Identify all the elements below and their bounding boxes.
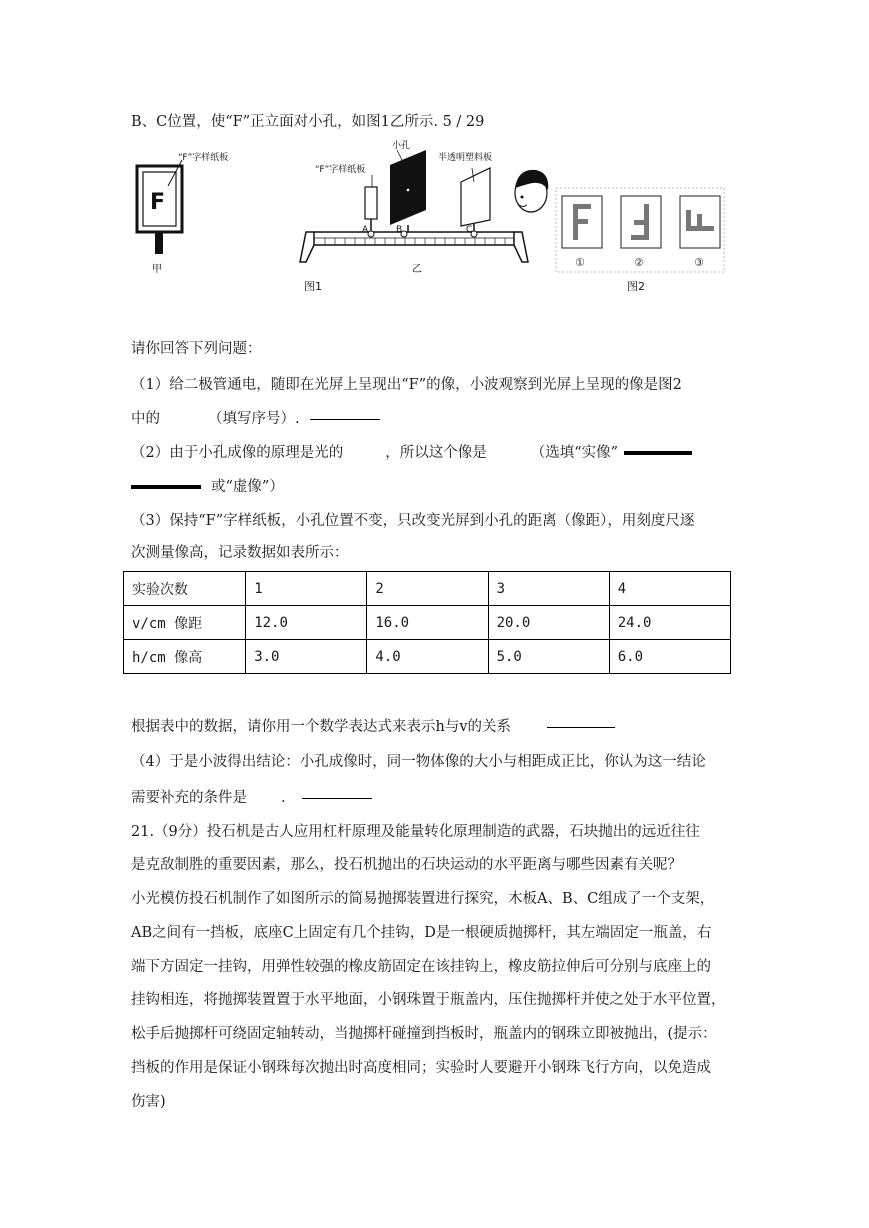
q1-answer-blank[interactable] bbox=[310, 419, 380, 420]
table-cell: 2 bbox=[367, 572, 488, 606]
yi-card-label: “F”字样纸板 bbox=[315, 165, 366, 175]
q4-line2-text: 需要补充的条件是 bbox=[131, 790, 247, 806]
q3-line1: （3）保持“F”字样纸板，小孔位置不变，只改变光屏到小孔的距离（像距），用刻度尺逐 bbox=[131, 513, 695, 529]
q3-line2: 次测量像高，记录数据如表所示： bbox=[131, 545, 349, 561]
fig1-caption: 图1 bbox=[304, 280, 322, 293]
fig-jia bbox=[137, 151, 228, 275]
table-row bbox=[124, 572, 731, 606]
table-cell: 3 bbox=[488, 572, 609, 606]
q4-answer-blank[interactable] bbox=[302, 798, 372, 799]
q21-line-1: 21.（9分）投石机是古人应用杠杆原理及能量转化原理制造的武器，石块抛出的远近往往 bbox=[131, 824, 700, 840]
yi-point-c: C bbox=[466, 225, 473, 235]
q2-line1 bbox=[131, 443, 692, 463]
relation-line bbox=[131, 717, 615, 737]
fig2-label-3: ③ bbox=[694, 256, 704, 269]
fig-2 bbox=[556, 188, 724, 293]
q2-part-b: ，所以这个像是 bbox=[385, 445, 487, 461]
observer-head bbox=[515, 170, 548, 212]
jia-card-label: “F”字样纸板 bbox=[178, 153, 229, 163]
table-cell: h/cm 像高 bbox=[124, 640, 246, 674]
jia-handle bbox=[155, 232, 163, 254]
q21-line-6: 挂钩相连，将抛掷装置置于水平地面，小钢珠置于瓶盖内，压住抛掷杆并使之处于水平位置， bbox=[131, 992, 726, 1008]
jia-caption: 甲 bbox=[152, 264, 162, 275]
jia-letter: F bbox=[150, 190, 166, 215]
q4-line2 bbox=[131, 788, 372, 808]
table-row bbox=[124, 606, 731, 640]
table-cell: 4.0 bbox=[367, 640, 488, 674]
table-cell: 5.0 bbox=[488, 640, 609, 674]
table-cell: 3.0 bbox=[246, 640, 367, 674]
table-cell: 12.0 bbox=[246, 606, 367, 640]
yi-point-a: A bbox=[362, 225, 369, 235]
fig2-caption: 图2 bbox=[627, 280, 645, 293]
q2-part-c: （选填“实像” bbox=[530, 445, 619, 461]
relation-text: 根据表中的数据，请你用一个数学表达式来表示h与v的关系 bbox=[131, 719, 512, 735]
yi-f-card bbox=[365, 187, 377, 219]
q2-blank-1[interactable] bbox=[624, 451, 692, 455]
yi-screen bbox=[461, 168, 490, 226]
q2-part-a: （2）由于小孔成像的原理是光的 bbox=[131, 445, 344, 461]
q21-line-4: AB之间有一挡板，底座C上固定有几个挂钩，D是一根硬质抛掷杆，其左端固定一瓶盖，右 bbox=[131, 925, 712, 941]
table-cell: 6.0 bbox=[609, 640, 730, 674]
yi-hole-label: 小孔 bbox=[392, 141, 411, 151]
yi-caption: 乙 bbox=[412, 264, 422, 275]
q21-line-5: 端下方固定一挂钩，用弹性较强的橡皮筋固定在该挂钩上，橡皮筋拉伸后可分别与底座上的 bbox=[131, 959, 711, 975]
q21-line-8: 挡板的作用是保证小钢珠每次抛出时高度相同；实验时人要避开小钢珠飞行方向，以免造成 bbox=[131, 1060, 711, 1076]
table-row bbox=[124, 640, 731, 674]
q1-line2-b: （填写序号）. bbox=[208, 411, 300, 427]
q2-blank-2[interactable] bbox=[131, 485, 201, 489]
table-cell: 4 bbox=[609, 572, 730, 606]
q1-line1: （1）给二极管通电，随即在光屏上呈现出“F”的像，小波观察到光屏上呈现的像是图2 bbox=[131, 377, 682, 393]
q4-line2-dot: . bbox=[281, 790, 286, 806]
q21-line-3: 小光模仿投石机制作了如图所示的简易抛掷装置进行探究，木板A、B、C组成了一个支架， bbox=[131, 891, 715, 907]
q2-line2 bbox=[131, 477, 284, 497]
yi-screen-label: 半透明塑料板 bbox=[438, 153, 493, 163]
q1-line2 bbox=[131, 409, 380, 429]
table-cell: 16.0 bbox=[367, 606, 488, 640]
yi-point-b: B bbox=[396, 225, 403, 235]
q4-line1: （4）于是小波得出结论：小孔成像时，同一物体像的大小与相距成正比，你认为这一结论 bbox=[131, 754, 706, 770]
fig2-label-1: ① bbox=[575, 256, 585, 269]
table-cell: v/cm 像距 bbox=[124, 606, 246, 640]
q2-part-d: 或“虚像”） bbox=[211, 479, 284, 495]
table-cell: 实验次数 bbox=[124, 572, 246, 606]
q21-line-2: 是克敌制胜的重要因素，那么，投石机抛出的石块运动的水平距离与哪些因素有关呢？ bbox=[131, 857, 682, 873]
table-cell: 1 bbox=[246, 572, 367, 606]
intro-line: B、C位置，使“F”正立面对小孔，如图1乙所示. 5 / 29 bbox=[131, 114, 485, 130]
q21-line-9: 伤害) bbox=[131, 1094, 166, 1110]
fig2-label-2: ② bbox=[634, 256, 644, 269]
table-cell: 20.0 bbox=[488, 606, 609, 640]
q1-line2-a: 中的 bbox=[131, 411, 160, 427]
relation-blank[interactable] bbox=[547, 727, 615, 728]
q21-line-7: 松手后抛掷杆可绕固定轴转动，当抛掷杆碰撞到挡板时，瓶盖内的钢珠立即被抛出，(提示： bbox=[131, 1026, 717, 1042]
experiment-figure bbox=[0, 0, 869, 320]
table-cell: 24.0 bbox=[609, 606, 730, 640]
yi-bench bbox=[314, 232, 514, 245]
prompt-text: 请你回答下列问题： bbox=[131, 341, 262, 357]
yi-hole-board bbox=[390, 150, 426, 225]
fig-yi bbox=[300, 139, 548, 293]
data-table bbox=[123, 571, 731, 674]
